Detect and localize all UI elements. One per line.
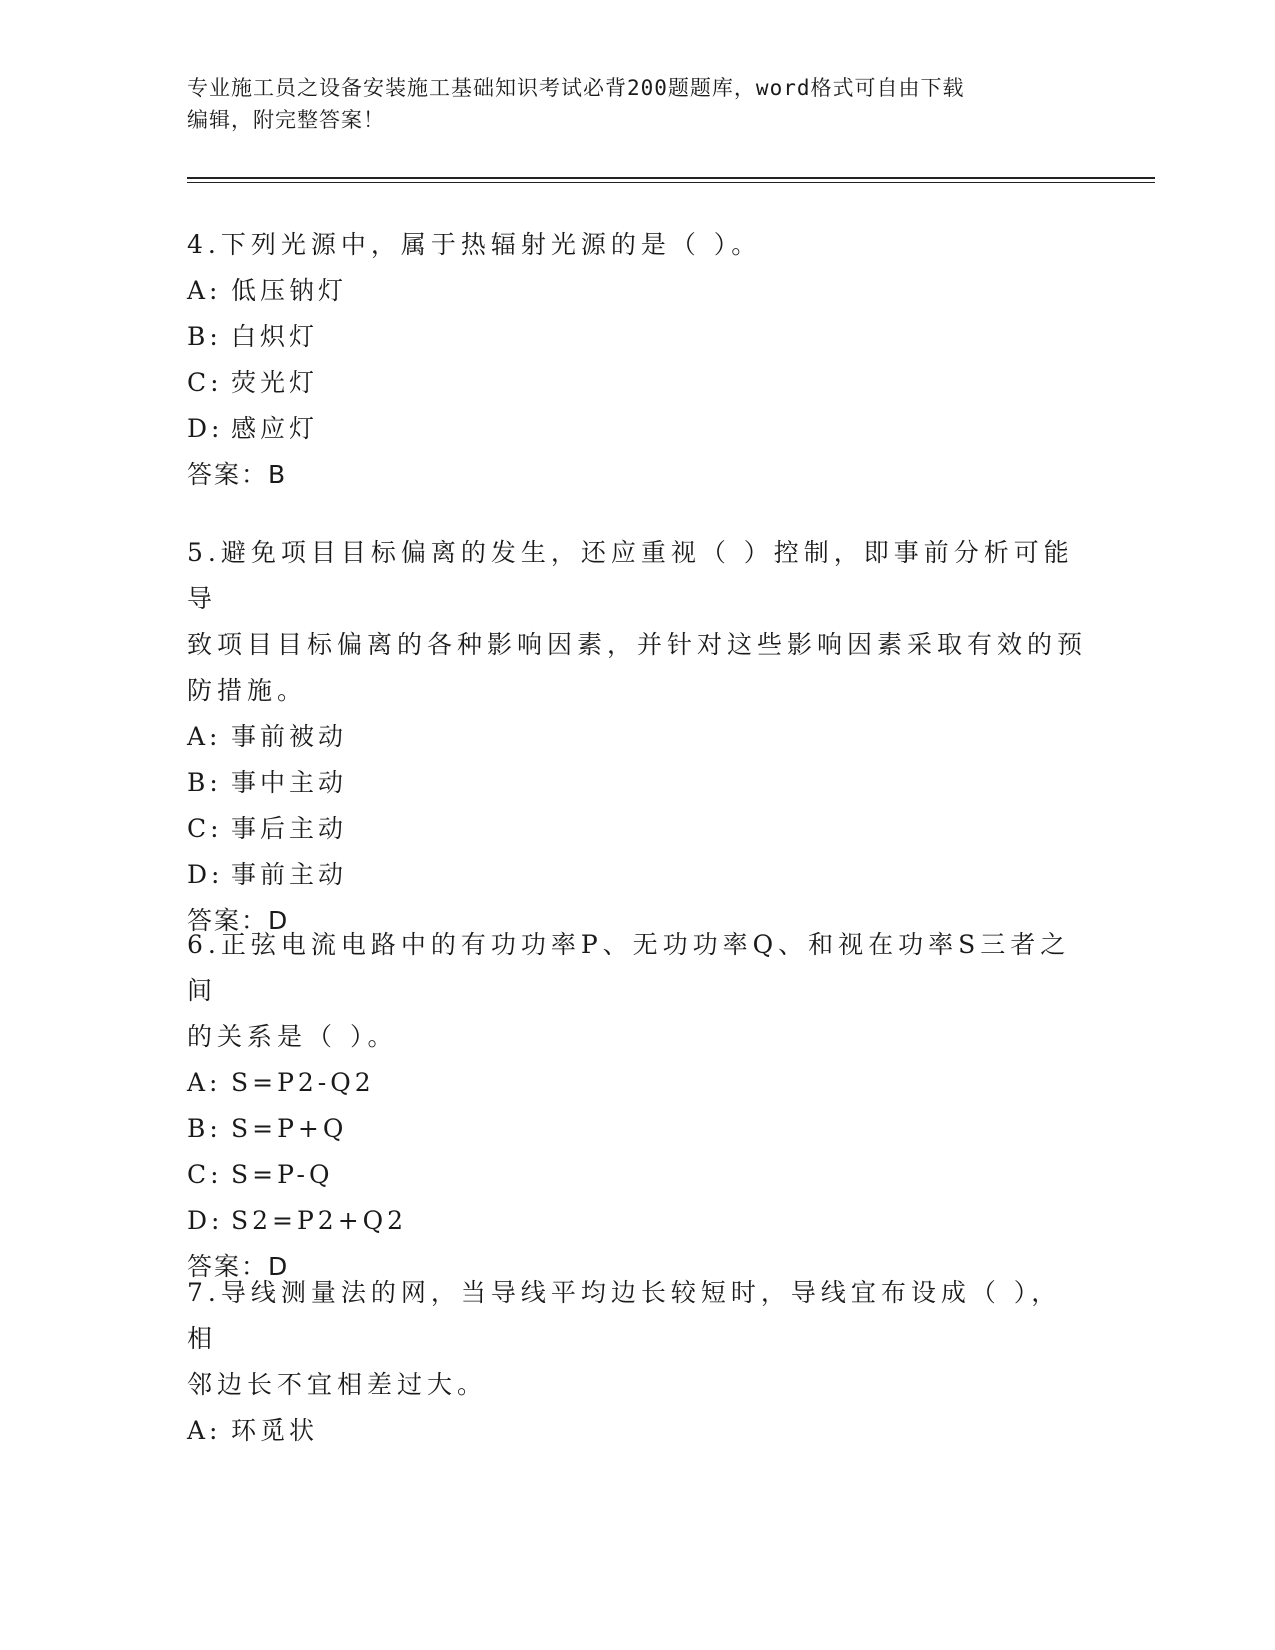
option-letter: D: — [187, 860, 224, 889]
option-letter: C: — [187, 368, 223, 397]
question-line: 防措施。 — [187, 676, 308, 705]
answer: 答案：D — [187, 906, 290, 935]
option-text: S=P+Q — [231, 1114, 348, 1143]
question-text — [187, 222, 1087, 268]
option-c — [187, 806, 1087, 852]
answer: 答案：D — [187, 1252, 290, 1281]
option-text: S=P2-Q2 — [231, 1068, 375, 1097]
option-letter: A: — [187, 1416, 222, 1445]
question-line: 正弦电流电路中的有功功率P、无功功率Q、和视在功率S三者之间 — [187, 930, 1071, 1005]
question-number: 6. — [187, 930, 221, 959]
question-7 — [187, 1270, 1087, 1454]
option-text: 事前被动 — [231, 722, 348, 751]
question-5 — [187, 530, 1087, 944]
question-line: 导线测量法的网，当导线平均边长较短时，导线宜布设成（ ），相 — [187, 1278, 1062, 1353]
option-b — [187, 760, 1087, 806]
option-d — [187, 852, 1087, 898]
question-line: 致项目目标偏离的各种影响因素，并针对这些影响因素采取有效的预 — [187, 630, 1088, 659]
header-divider — [187, 177, 1155, 183]
question-text — [187, 1270, 1087, 1362]
question-6 — [187, 922, 1087, 1290]
option-text: 荧光灯 — [231, 368, 319, 397]
option-letter: D: — [187, 1206, 224, 1235]
option-a — [187, 268, 1087, 314]
option-a — [187, 714, 1087, 760]
question-text — [187, 530, 1087, 622]
option-a — [187, 1060, 1087, 1106]
header-line-2: 编辑，附完整答案！ — [187, 108, 385, 132]
option-text: 事中主动 — [231, 768, 348, 797]
option-c — [187, 1152, 1087, 1198]
option-text: 白炽灯 — [231, 322, 319, 351]
option-letter: B: — [187, 768, 222, 797]
option-text: S2=P2+Q2 — [231, 1206, 408, 1235]
option-d — [187, 406, 1087, 452]
question-number: 5. — [187, 538, 221, 567]
option-text: S=P-Q — [231, 1160, 334, 1189]
option-text: 感应灯 — [231, 414, 319, 443]
option-text: 事后主动 — [231, 814, 348, 843]
option-letter: A: — [187, 1068, 222, 1097]
option-text: 低压钠灯 — [231, 276, 348, 305]
question-number: 7. — [187, 1278, 221, 1307]
answer: 答案：B — [187, 460, 288, 489]
document-header — [187, 72, 1067, 136]
question-line: 邻边长不宜相差过大。 — [187, 1370, 488, 1399]
question-line: 避免项目目标偏离的发生，还应重视（ ）控制，即事前分析可能导 — [187, 538, 1074, 613]
option-b — [187, 314, 1087, 360]
option-d — [187, 1198, 1087, 1244]
option-letter: B: — [187, 322, 222, 351]
option-text: 事前主动 — [231, 860, 348, 889]
option-letter: C: — [187, 814, 223, 843]
option-letter: C: — [187, 1160, 223, 1189]
question-line: 的关系是（ ）。 — [187, 1022, 398, 1051]
option-letter: A: — [187, 722, 222, 751]
option-b — [187, 1106, 1087, 1152]
option-c — [187, 360, 1087, 406]
question-text — [187, 922, 1087, 1014]
question-number: 4. — [187, 230, 221, 259]
option-letter: B: — [187, 1114, 222, 1143]
option-letter: A: — [187, 276, 222, 305]
question-line: 下列光源中，属于热辐射光源的是（ ）。 — [220, 230, 762, 259]
option-letter: D: — [187, 414, 224, 443]
option-text: 环觅状 — [231, 1416, 319, 1445]
question-4 — [187, 222, 1087, 498]
header-line-1: 专业施工员之设备安装施工基础知识考试必背200题题库，word格式可自由下载 — [187, 76, 965, 100]
option-a — [187, 1408, 1087, 1454]
